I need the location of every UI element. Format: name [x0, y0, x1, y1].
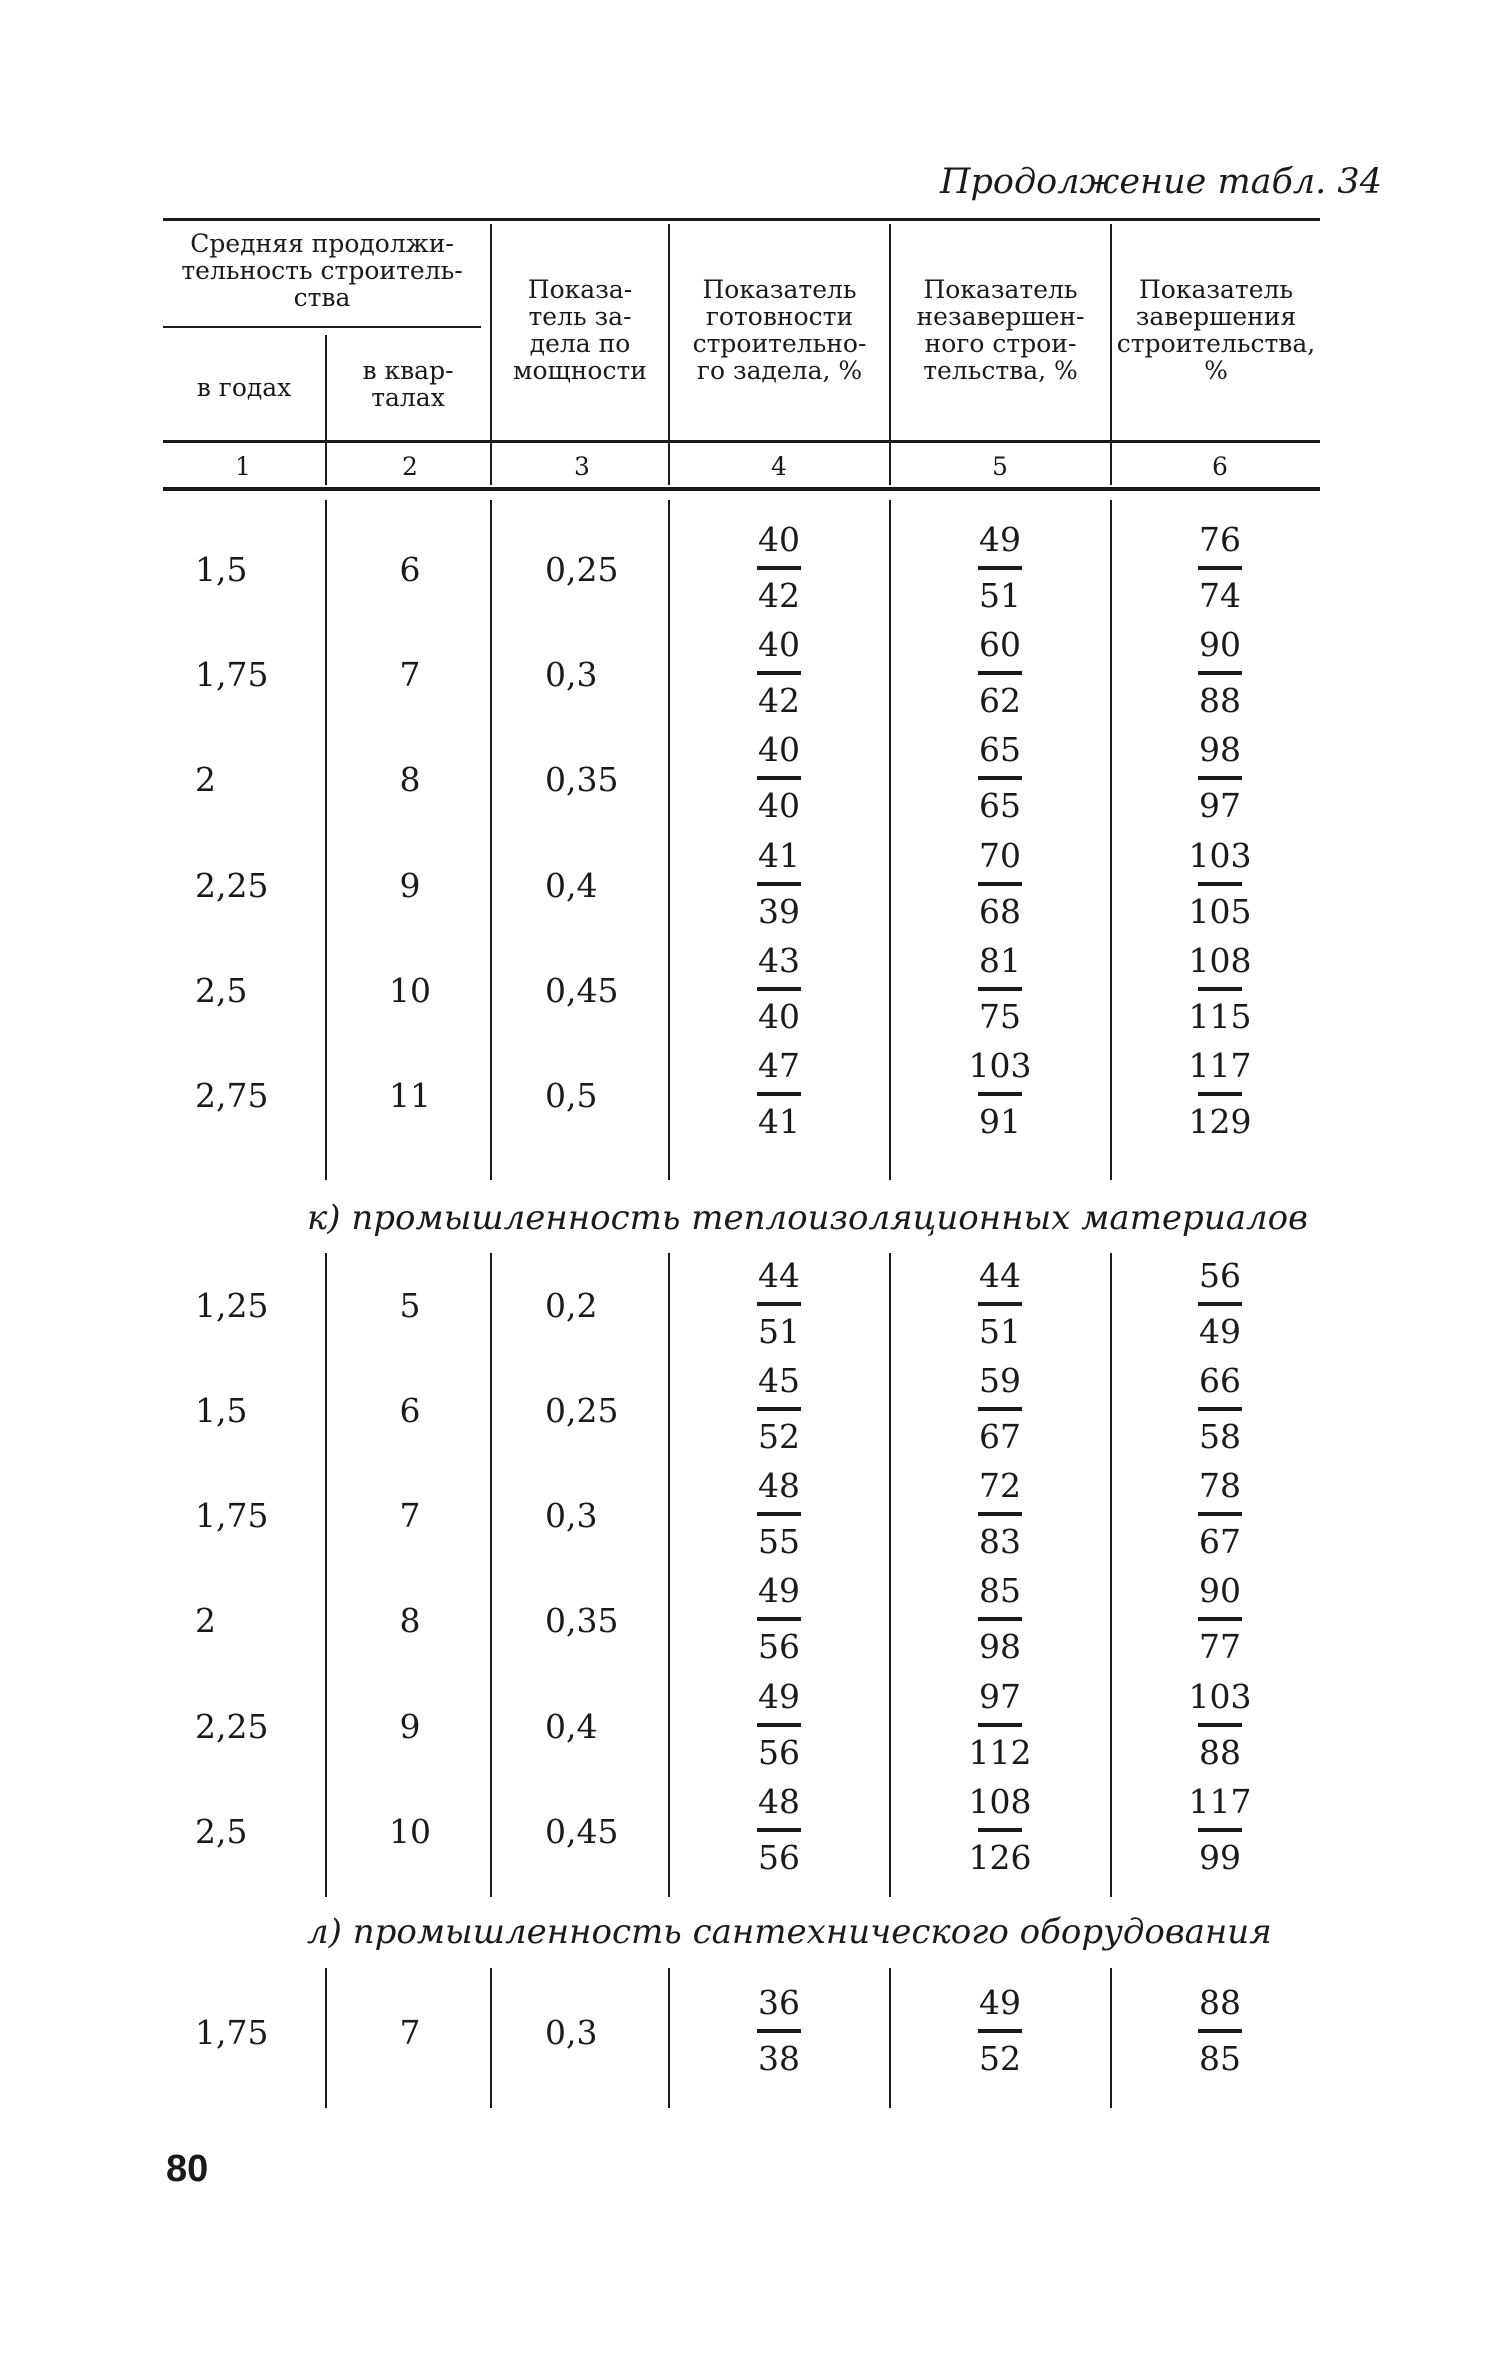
fraction-cell-c6 [1170, 622, 1270, 724]
quarters-cell: 10 [389, 1812, 431, 1851]
group-divider-rule [163, 326, 481, 328]
quarters-cell: 5 [399, 1286, 421, 1325]
header-duration-group: Средняя продолжи- тельность строитель- ства [181, 229, 463, 312]
fraction-denominator: 51 [758, 1312, 800, 1351]
fraction-denominator: 56 [758, 1627, 800, 1666]
fraction-bar [978, 1092, 1022, 1096]
fraction-bar [757, 2029, 801, 2033]
years-cell: 1,75 [195, 1496, 269, 1535]
fraction-numerator: 49 [758, 1571, 800, 1610]
fraction-bar [757, 1723, 801, 1727]
fraction-numerator: 108 [1188, 941, 1252, 980]
years-cell: 2,75 [195, 1076, 269, 1115]
fraction-numerator: 117 [1188, 1782, 1252, 1821]
quarters-cell: 8 [399, 760, 421, 799]
fraction-numerator: 48 [758, 1782, 800, 1821]
fraction-bar [1198, 1617, 1242, 1621]
fraction-denominator: 62 [979, 681, 1021, 720]
header-readiness: Показатель готовности строительно- го задела, % [692, 275, 867, 385]
fraction-denominator: 83 [979, 1522, 1021, 1561]
fraction-denominator: 55 [758, 1522, 800, 1561]
fraction-cell-c5 [950, 1568, 1050, 1670]
fraction-cell-c4 [729, 1980, 829, 2082]
quarters-cell: 9 [399, 1707, 421, 1746]
fraction-bar [757, 1302, 801, 1306]
fraction-numerator: 108 [968, 1782, 1032, 1821]
fraction-denominator: 77 [1199, 1627, 1241, 1666]
fraction-bar [1198, 776, 1242, 780]
fraction-bar [1198, 671, 1242, 675]
fraction-cell-c5 [950, 727, 1050, 829]
fraction-numerator: 40 [758, 625, 800, 664]
years-cell: 2 [195, 1601, 216, 1640]
header-years: в годах [196, 373, 292, 402]
fraction-bar [1198, 1512, 1242, 1516]
backlog-rate-cell: 0,45 [545, 1812, 619, 1851]
fraction-denominator: 42 [758, 681, 800, 720]
fraction-bar [757, 1092, 801, 1096]
quarters-cell: 6 [399, 550, 421, 589]
years-cell: 1,75 [195, 655, 269, 694]
years-cell: 2 [195, 760, 216, 799]
fraction-bar [978, 1302, 1022, 1306]
fraction-cell-c6 [1170, 1463, 1270, 1565]
column-number-1: 1 [235, 452, 251, 481]
fraction-denominator: 42 [758, 576, 800, 615]
fraction-bar [978, 1723, 1022, 1727]
body-column-rule [668, 1968, 670, 2108]
fraction-numerator: 103 [1188, 836, 1252, 875]
fraction-numerator: 40 [758, 520, 800, 559]
body-column-rule [490, 1968, 492, 2108]
fraction-denominator: 105 [1188, 892, 1252, 931]
fraction-denominator: 88 [1199, 681, 1241, 720]
body-column-rule [668, 1253, 670, 1897]
fraction-bar [978, 987, 1022, 991]
body-column-rule [668, 500, 670, 1180]
fraction-bar [757, 1407, 801, 1411]
fraction-cell-c6 [1170, 1358, 1270, 1460]
fraction-bar [978, 882, 1022, 886]
fraction-denominator: 39 [758, 892, 800, 931]
fraction-numerator: 48 [758, 1466, 800, 1505]
fraction-denominator: 129 [1188, 1102, 1252, 1141]
fraction-cell-c5 [950, 1043, 1050, 1145]
backlog-rate-cell: 0,4 [545, 1707, 598, 1746]
fraction-numerator: 90 [1199, 625, 1241, 664]
fraction-cell-c6 [1170, 517, 1270, 619]
fraction-cell-c6 [1170, 1779, 1270, 1881]
fraction-cell-c4 [729, 1253, 829, 1355]
fraction-numerator: 85 [979, 1571, 1021, 1610]
fraction-cell-c6 [1170, 1980, 1270, 2082]
fraction-cell-c4 [729, 622, 829, 724]
years-cell: 1,75 [195, 2013, 269, 2052]
fraction-cell-c4 [729, 1674, 829, 1776]
fraction-numerator: 88 [1199, 1983, 1241, 2022]
fraction-numerator: 90 [1199, 1571, 1241, 1610]
header-completion: Показатель завершения строительства, % [1116, 275, 1316, 385]
backlog-rate-cell: 0,35 [545, 760, 619, 799]
fraction-numerator: 60 [979, 625, 1021, 664]
fraction-numerator: 44 [979, 1256, 1021, 1295]
fraction-numerator: 66 [1199, 1361, 1241, 1400]
body-column-rule [1110, 500, 1112, 1180]
fraction-numerator: 41 [758, 836, 800, 875]
fraction-bar [757, 1828, 801, 1832]
fraction-cell-c5 [950, 833, 1050, 935]
section-title: к) промышленность теплоизоляционных материалов [307, 1198, 1308, 1238]
fraction-numerator: 98 [1199, 730, 1241, 769]
fraction-bar [757, 776, 801, 780]
backlog-rate-cell: 0,5 [545, 1076, 598, 1115]
fraction-cell-c4 [729, 1358, 829, 1460]
fraction-denominator: 58 [1199, 1417, 1241, 1456]
fraction-bar [757, 1617, 801, 1621]
fraction-numerator: 59 [979, 1361, 1021, 1400]
fraction-denominator: 52 [979, 2039, 1021, 2078]
body-column-rule [1110, 1968, 1112, 2108]
header-top-rule [163, 218, 1320, 221]
fraction-denominator: 74 [1199, 576, 1241, 615]
body-column-rule [490, 500, 492, 1180]
column-numbers-rule [163, 487, 1320, 491]
fraction-cell-c6 [1170, 1674, 1270, 1776]
fraction-cell-c4 [729, 1568, 829, 1670]
years-cell: 2,25 [195, 1707, 269, 1746]
backlog-rate-cell: 0,2 [545, 1286, 598, 1325]
years-cell: 2,25 [195, 866, 269, 905]
fraction-bar [1198, 2029, 1242, 2033]
fraction-denominator: 49 [1199, 1312, 1241, 1351]
fraction-denominator: 56 [758, 1733, 800, 1772]
quarters-cell: 9 [399, 866, 421, 905]
fraction-cell-c4 [729, 727, 829, 829]
backlog-rate-cell: 0,4 [545, 866, 598, 905]
fraction-bar [978, 1512, 1022, 1516]
quarters-cell: 11 [389, 1076, 431, 1115]
fraction-bar [978, 1617, 1022, 1621]
fraction-denominator: 91 [979, 1102, 1021, 1141]
fraction-bar [978, 566, 1022, 570]
fraction-cell-c5 [950, 1674, 1050, 1776]
fraction-numerator: 103 [968, 1046, 1032, 1085]
body-column-rule [490, 1253, 492, 1897]
fraction-cell-c6 [1170, 1568, 1270, 1670]
body-column-rule [325, 1253, 327, 1897]
years-cell: 1,5 [195, 1391, 248, 1430]
column-number-6: 6 [1212, 452, 1228, 481]
body-column-rule [889, 500, 891, 1180]
fraction-cell-c5 [950, 1980, 1050, 2082]
years-cell: 2,5 [195, 971, 248, 1010]
fraction-denominator: 40 [758, 786, 800, 825]
fraction-bar [978, 1407, 1022, 1411]
body-column-rule [325, 1968, 327, 2108]
fraction-numerator: 56 [1199, 1256, 1241, 1295]
quarters-cell: 7 [399, 2013, 421, 2052]
fraction-denominator: 56 [758, 1838, 800, 1877]
header-vline-2 [325, 335, 327, 485]
backlog-rate-cell: 0,3 [545, 2013, 598, 2052]
backlog-rate-cell: 0,45 [545, 971, 619, 1010]
fraction-numerator: 72 [979, 1466, 1021, 1505]
fraction-denominator: 51 [979, 576, 1021, 615]
fraction-bar [1198, 1828, 1242, 1832]
fraction-cell-c5 [950, 1253, 1050, 1355]
fraction-bar [1198, 566, 1242, 570]
fraction-bar [757, 1512, 801, 1516]
fraction-numerator: 47 [758, 1046, 800, 1085]
fraction-denominator: 52 [758, 1417, 800, 1456]
fraction-denominator: 41 [758, 1102, 800, 1141]
fraction-numerator: 117 [1188, 1046, 1252, 1085]
fraction-cell-c4 [729, 1779, 829, 1881]
fraction-bar [757, 671, 801, 675]
fraction-cell-c5 [950, 1358, 1050, 1460]
fraction-cell-c5 [950, 517, 1050, 619]
fraction-bar [1198, 1302, 1242, 1306]
fraction-cell-c5 [950, 938, 1050, 1040]
years-cell: 1,5 [195, 550, 248, 589]
column-number-5: 5 [992, 452, 1008, 481]
fraction-denominator: 40 [758, 997, 800, 1036]
fraction-numerator: 97 [979, 1677, 1021, 1716]
backlog-rate-cell: 0,25 [545, 1391, 619, 1430]
body-column-rule [1110, 1253, 1112, 1897]
header-backlog-rate: Показа- тель за- дела по мощности [513, 275, 647, 385]
fraction-bar [757, 987, 801, 991]
fraction-denominator: 98 [979, 1627, 1021, 1666]
fraction-cell-c6 [1170, 1253, 1270, 1355]
body-column-rule [325, 500, 327, 1180]
fraction-bar [1198, 1723, 1242, 1727]
fraction-denominator: 88 [1199, 1733, 1241, 1772]
fraction-bar [978, 2029, 1022, 2033]
quarters-cell: 7 [399, 655, 421, 694]
fraction-numerator: 49 [758, 1677, 800, 1716]
quarters-cell: 7 [399, 1496, 421, 1535]
fraction-cell-c6 [1170, 833, 1270, 935]
page-number: 80 [166, 2148, 209, 2190]
fraction-bar [1198, 1092, 1242, 1096]
fraction-denominator: 67 [1199, 1522, 1241, 1561]
column-number-4: 4 [771, 452, 787, 481]
fraction-bar [1198, 882, 1242, 886]
fraction-numerator: 103 [1188, 1677, 1252, 1716]
fraction-numerator: 40 [758, 730, 800, 769]
fraction-bar [978, 1828, 1022, 1832]
fraction-numerator: 81 [979, 941, 1021, 980]
quarters-cell: 6 [399, 1391, 421, 1430]
fraction-numerator: 45 [758, 1361, 800, 1400]
fraction-denominator: 38 [758, 2039, 800, 2078]
fraction-denominator: 75 [979, 997, 1021, 1036]
fraction-denominator: 51 [979, 1312, 1021, 1351]
quarters-cell: 10 [389, 971, 431, 1010]
fraction-denominator: 99 [1199, 1838, 1241, 1877]
fraction-cell-c6 [1170, 1043, 1270, 1145]
header-bottom-rule [163, 440, 1320, 443]
fraction-denominator: 85 [1199, 2039, 1241, 2078]
body-column-rule [889, 1253, 891, 1897]
quarters-cell: 8 [399, 1601, 421, 1640]
section-title: л) промышленность сантехнического оборудования [307, 1912, 1272, 1952]
fraction-cell-c4 [729, 833, 829, 935]
fraction-numerator: 70 [979, 836, 1021, 875]
fraction-denominator: 68 [979, 892, 1021, 931]
backlog-rate-cell: 0,35 [545, 1601, 619, 1640]
fraction-cell-c4 [729, 517, 829, 619]
fraction-denominator: 67 [979, 1417, 1021, 1456]
fraction-bar [1198, 987, 1242, 991]
body-column-rule [889, 1968, 891, 2108]
fraction-numerator: 65 [979, 730, 1021, 769]
table-caption: Продолжение табл. 34 [940, 162, 1382, 202]
fraction-numerator: 78 [1199, 1466, 1241, 1505]
fraction-bar [978, 776, 1022, 780]
fraction-cell-c4 [729, 938, 829, 1040]
fraction-cell-c4 [729, 1043, 829, 1145]
years-cell: 2,5 [195, 1812, 248, 1851]
fraction-cell-c5 [950, 1779, 1050, 1881]
backlog-rate-cell: 0,3 [545, 1496, 598, 1535]
fraction-bar [757, 566, 801, 570]
header-unfinished: Показатель незавершен- ного строи- тельства, % [916, 275, 1085, 385]
fraction-numerator: 36 [758, 1983, 800, 2022]
backlog-rate-cell: 0,3 [545, 655, 598, 694]
fraction-cell-c6 [1170, 727, 1270, 829]
fraction-cell-c4 [729, 1463, 829, 1565]
fraction-denominator: 97 [1199, 786, 1241, 825]
fraction-numerator: 49 [979, 520, 1021, 559]
years-cell: 1,25 [195, 1286, 269, 1325]
header-quarters: в квар- талах [362, 356, 454, 412]
fraction-numerator: 49 [979, 1983, 1021, 2022]
fraction-denominator: 115 [1188, 997, 1252, 1036]
column-number-2: 2 [402, 452, 418, 481]
fraction-numerator: 44 [758, 1256, 800, 1295]
fraction-denominator: 112 [968, 1733, 1032, 1772]
fraction-bar [757, 882, 801, 886]
fraction-cell-c5 [950, 622, 1050, 724]
fraction-bar [1198, 1407, 1242, 1411]
fraction-cell-c5 [950, 1463, 1050, 1565]
fraction-denominator: 126 [968, 1838, 1032, 1877]
fraction-numerator: 43 [758, 941, 800, 980]
fraction-cell-c6 [1170, 938, 1270, 1040]
fraction-denominator: 65 [979, 786, 1021, 825]
column-number-3: 3 [574, 452, 590, 481]
fraction-numerator: 76 [1199, 520, 1241, 559]
backlog-rate-cell: 0,25 [545, 550, 619, 589]
fraction-bar [978, 671, 1022, 675]
